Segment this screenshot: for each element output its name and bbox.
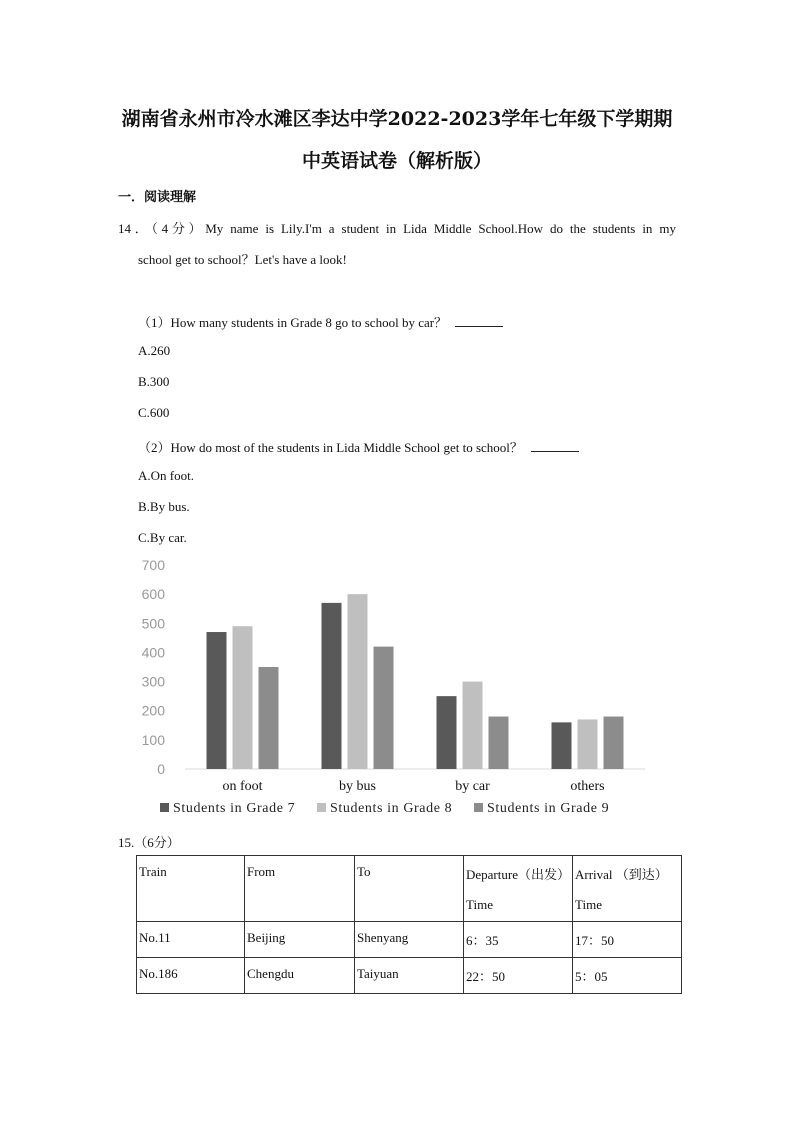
table-cell: 17：50 (573, 922, 682, 958)
bar-others-series-2 (578, 719, 598, 769)
y-tick-label: 600 (141, 586, 165, 603)
y-tick-label: 200 (141, 702, 165, 719)
q14-sub1-question (138, 312, 503, 331)
table-row (137, 958, 682, 994)
x-category-label: by car (455, 779, 490, 794)
option-c: C.By car. (138, 530, 187, 545)
bar-by-bus-series-3 (374, 647, 394, 769)
bar-by-bus-series-1 (322, 603, 342, 769)
q14-sub2-question (138, 437, 579, 456)
legend-swatch-3 (474, 803, 483, 812)
bar-on-foot-series-3 (259, 667, 279, 769)
bar-by-car-series-3 (489, 717, 509, 769)
table-header-row (137, 856, 682, 922)
x-category-label: others (570, 779, 605, 794)
page-title-line1: 湖南省永州市冷水滩区李达中学2022-2023学年七年级下学期期 (121, 108, 673, 130)
y-tick-label: 500 (141, 615, 165, 632)
header-to: To (355, 856, 464, 922)
table-cell: Shenyang (355, 922, 464, 958)
y-tick-label: 700 (141, 557, 165, 573)
transport-bar-chart (130, 550, 650, 825)
bar-on-foot-series-2 (233, 626, 253, 769)
x-category-label: on foot (222, 779, 263, 794)
bar-by-bus-series-2 (348, 594, 368, 769)
x-category-label: by bus (339, 779, 376, 794)
q14-intro-line2: school get to school？Let's have a look! (138, 252, 347, 267)
option-b: B.300 (138, 374, 170, 389)
bar-by-car-series-1 (437, 696, 457, 769)
table-row (137, 922, 682, 958)
option-a: A.260 (138, 343, 171, 358)
answer-blank[interactable] (455, 314, 503, 327)
table-cell: Taiyuan (355, 958, 464, 994)
header-departure: Departure（出发） Time (464, 856, 573, 922)
page-title-line2: 中英语试卷（解析版） (301, 150, 492, 172)
bar-others-series-3 (604, 717, 624, 769)
q14-sub1-question-text: （1）How many students in Grade 8 go to school by car？ (138, 315, 448, 330)
header-train: Train (137, 856, 245, 922)
train-table (136, 855, 682, 994)
bar-on-foot-series-1 (207, 632, 227, 769)
table-cell: Beijing (245, 922, 355, 958)
table-cell: 5：05 (573, 958, 682, 994)
legend-label-1: Students in Grade 7 (173, 801, 296, 816)
option-c: C.600 (138, 405, 170, 420)
legend-swatch-1 (160, 803, 169, 812)
legend-label-2: Students in Grade 8 (330, 801, 453, 816)
q14-sub2-question-text: （2）How do most of the students in Lida Middle School get to school？ (138, 440, 523, 455)
legend-swatch-2 (317, 803, 326, 812)
y-tick-label: 100 (141, 731, 165, 748)
answer-blank[interactable] (531, 439, 579, 452)
q14-intro-line1: 14．（4分）My name is Lily.I'm a student in Lida Middle School.How do the students in my (118, 221, 676, 236)
q15-label: 15.（6分） (118, 835, 180, 850)
bar-others-series-1 (552, 722, 572, 769)
bar-by-car-series-2 (463, 682, 483, 769)
y-tick-label: 300 (141, 673, 165, 690)
y-tick-label: 0 (157, 761, 165, 777)
header-from: From (245, 856, 355, 922)
section-heading: 一．阅读理解 (118, 190, 197, 205)
option-a: A.On foot. (138, 468, 194, 483)
header-arrival: Arrival （到达） Time (573, 856, 682, 922)
table-cell: Chengdu (245, 958, 355, 994)
y-tick-label: 400 (141, 644, 165, 661)
table-cell: No.11 (137, 922, 245, 958)
table-cell: 22：50 (464, 958, 573, 994)
option-b: B.By bus. (138, 499, 190, 514)
table-cell: No.186 (137, 958, 245, 994)
table-cell: 6：35 (464, 922, 573, 958)
legend-label-3: Students in Grade 9 (487, 801, 610, 816)
